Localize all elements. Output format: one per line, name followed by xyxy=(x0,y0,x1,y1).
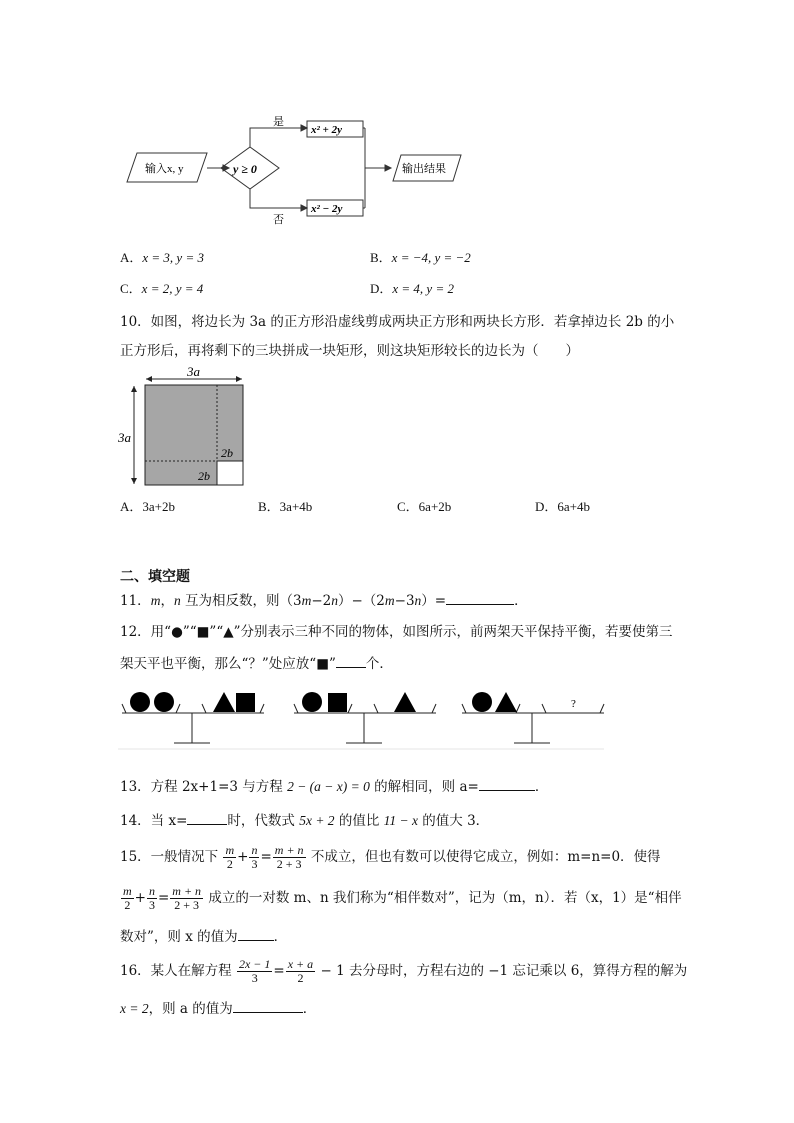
q15-l3a: 数对”，则 x 的值为 xyxy=(120,929,238,945)
q16-line1 xyxy=(120,956,687,986)
q11 xyxy=(120,590,528,611)
q9-option-d-letter: D． xyxy=(370,281,393,296)
q11-end: ． xyxy=(514,593,528,609)
q15-l3b: ． xyxy=(273,929,288,945)
q10-small-white-square xyxy=(217,461,243,485)
q15-frac-mnb-den: 2 + 3 xyxy=(174,898,200,912)
q10-fig-2b-side: 2b xyxy=(221,446,233,460)
section-title: 二、填空题 xyxy=(120,569,190,585)
q15-plus: + xyxy=(237,849,249,865)
b3-circle xyxy=(472,692,492,712)
q12-balances-figure xyxy=(118,683,608,753)
q9-option-a-value: x = 3, y = 3 xyxy=(142,250,204,265)
q12-line2b: 个． xyxy=(365,656,393,672)
flow-yes-expr: x² + 2y xyxy=(311,124,342,136)
q15-frac-mn-num: m + n xyxy=(274,843,304,857)
q15-frac-n3b-den: 3 xyxy=(148,898,155,912)
b2-triangle xyxy=(394,692,416,712)
q9-option-c-letter: C． xyxy=(120,281,142,296)
q13-answer-blank[interactable] xyxy=(479,776,535,791)
q11-var-n3: n xyxy=(414,593,422,608)
q11-text1: 互为相反数，则（3 xyxy=(180,593,302,609)
q10-option-b: B．3a+4b xyxy=(258,499,313,514)
b1-circle-2 xyxy=(154,692,174,712)
q15-frac-m2-b xyxy=(121,885,134,912)
q11-var-m: m xyxy=(150,593,161,608)
b1-triangle xyxy=(213,692,235,712)
q13-t2: 的解相同，则 a= xyxy=(369,779,479,795)
flowchart xyxy=(125,95,485,230)
q9-option-d-value: x = 4, y = 2 xyxy=(392,281,454,296)
q11-prefix: 11． xyxy=(120,593,151,609)
q16-end: ． xyxy=(302,1001,317,1017)
q9-option-c xyxy=(120,279,203,299)
q16-frac-2 xyxy=(286,958,315,985)
q11-t4: −3 xyxy=(394,593,415,609)
q15-frac-m2-num: m xyxy=(225,843,235,857)
b3-question-mark: ? xyxy=(571,698,576,710)
q15-frac-m2-den: 2 xyxy=(226,857,233,871)
q15-line2 xyxy=(120,883,682,913)
q15-frac-n3-num: n xyxy=(251,843,258,857)
q16-frac-1 xyxy=(237,958,272,985)
flow-yes-label: 是 xyxy=(273,116,284,128)
q16-line2 xyxy=(120,998,316,1019)
q15-l2b: 成立的一对数 m、n 我们称为“相伴数对”，记为（m，n）．若（x，1）是“相伴 xyxy=(204,890,682,906)
b2-circle xyxy=(302,692,322,712)
q11-answer-blank[interactable] xyxy=(446,590,514,605)
q11-var-n2: n xyxy=(331,593,338,608)
q12-line1: 12．用“●”“■”“▲”分别表示三种不同的物体，如图所示，前两架天平保持平衡，若要使第三 xyxy=(120,624,673,640)
q10-fig-left-label: 3a xyxy=(118,430,131,445)
flow-no-label: 否 xyxy=(273,214,284,226)
q16-frac-1-num: 2x − 1 xyxy=(238,957,271,971)
q15-frac-m2b-den: 2 xyxy=(124,898,131,912)
q14-e1: 5x + 2 xyxy=(299,813,335,828)
q11-var-n: n xyxy=(173,593,181,608)
b3-triangle xyxy=(495,692,517,712)
q16-l2b: ，则 a 的值为 xyxy=(148,1001,233,1017)
flow-condition-label: y ≥ 0 xyxy=(233,162,257,176)
q15-frac-n3 xyxy=(249,844,259,871)
q10-line2: 正方形后，再将剩下的三块拼成一块矩形，则这块矩形较长的边长为（ ） xyxy=(120,343,579,359)
q9-option-b xyxy=(370,248,471,268)
q15-eq-b: = xyxy=(157,890,170,906)
q9-option-a xyxy=(120,248,204,268)
q11-t3: ）−（2 xyxy=(337,593,385,609)
q15-line1 xyxy=(120,842,661,872)
q14-t4: 的值大 3． xyxy=(418,813,490,829)
q9-option-a-letter: A． xyxy=(120,250,143,265)
q16-frac-2-num: x + a xyxy=(287,957,314,971)
flow-no-expr: x² − 2y xyxy=(311,203,343,215)
q10-option-a: A．3a+2b xyxy=(120,499,175,514)
q12-line2 xyxy=(120,653,393,674)
q11-var-m2: m xyxy=(301,593,312,608)
q13-eq: 2 − (a − x) = 0 xyxy=(287,779,370,794)
flow-output-label: 输出结果 xyxy=(402,163,446,175)
q10-option-c: C．6a+2b xyxy=(397,499,452,514)
q15-l1b: 不成立，但也有数可以使得它成立，例如：m=n=0．使得 xyxy=(306,849,661,865)
q14 xyxy=(120,810,489,831)
q13-end: ． xyxy=(534,779,549,795)
q13 xyxy=(120,776,548,797)
q16-answer-blank[interactable] xyxy=(233,998,303,1013)
b2-square xyxy=(328,693,347,712)
q14-t1: 14．当 x= xyxy=(120,813,188,829)
q14-answer-blank[interactable] xyxy=(187,810,227,825)
q15-frac-n3-b xyxy=(147,885,157,912)
q16-l1a: 16．某人在解方程 xyxy=(120,963,236,979)
q15-l1a: 15．一般情况下 xyxy=(120,849,223,865)
q10-fig-2b-bottom: 2b xyxy=(198,469,210,483)
q15-answer-blank[interactable] xyxy=(238,926,274,941)
q15-eq: = xyxy=(260,849,272,865)
q15-frac-mn xyxy=(273,844,306,871)
q9-option-d xyxy=(370,279,454,299)
q16-l2a: x = 2 xyxy=(120,1001,149,1016)
q14-t3: 的值比 xyxy=(334,813,384,829)
q16-l1b: 去分母时，方程右边的 −1 忘记乘以 6，算得方程的解为 xyxy=(344,963,688,979)
q16-frac-2-den: 2 xyxy=(297,971,304,985)
q15-frac-m2 xyxy=(223,844,236,871)
q16-eq: = xyxy=(273,963,285,979)
q15-frac-m2b-num: m xyxy=(123,884,132,898)
q14-e2: 11 − x xyxy=(383,813,419,828)
q15-frac-mnb-num: m + n xyxy=(172,884,202,898)
q11-t5: ）= xyxy=(421,593,447,609)
q15-frac-n3b-num: n xyxy=(148,884,155,898)
q10-figure xyxy=(114,360,254,490)
q13-t1: 13．方程 2x+1=3 与方程 xyxy=(120,779,288,795)
q15-line3 xyxy=(120,926,287,947)
q12-line2a: 架天平也平衡，那么“？”处应放“■” xyxy=(120,656,336,672)
q9-option-b-letter: B． xyxy=(370,250,392,265)
q14-t2: 时，代数式 xyxy=(227,813,300,829)
q9-option-b-value: x = −4, y = −2 xyxy=(391,250,471,265)
q11-t2: −2 xyxy=(311,593,332,609)
q11-sep: ， xyxy=(160,593,174,609)
q15-plus-b: + xyxy=(134,890,146,906)
flow-input-label: 输入x, y xyxy=(145,163,184,175)
q10-line1: 10．如图，将边长为 3a 的正方形沿虚线剪成两块正方形和两块长方形．若拿掉边长 2b 的小 xyxy=(120,314,675,330)
q11-var-m3: m xyxy=(384,593,395,608)
q10-fig-top-label: 3a xyxy=(187,364,200,379)
q15-frac-mn-b xyxy=(170,885,203,912)
q9-option-c-value: x = 2, y = 4 xyxy=(141,281,204,296)
q10-option-d: D．6a+4b xyxy=(535,499,590,514)
q16-tail: − 1 xyxy=(316,963,345,979)
b1-square xyxy=(236,693,255,712)
q15-frac-mn-den: 2 + 3 xyxy=(276,857,302,871)
q15-frac-n3-den: 3 xyxy=(251,857,258,871)
b1-circle-1 xyxy=(130,692,150,712)
q12-answer-blank[interactable] xyxy=(336,653,366,668)
q16-frac-1-den: 3 xyxy=(251,971,258,985)
